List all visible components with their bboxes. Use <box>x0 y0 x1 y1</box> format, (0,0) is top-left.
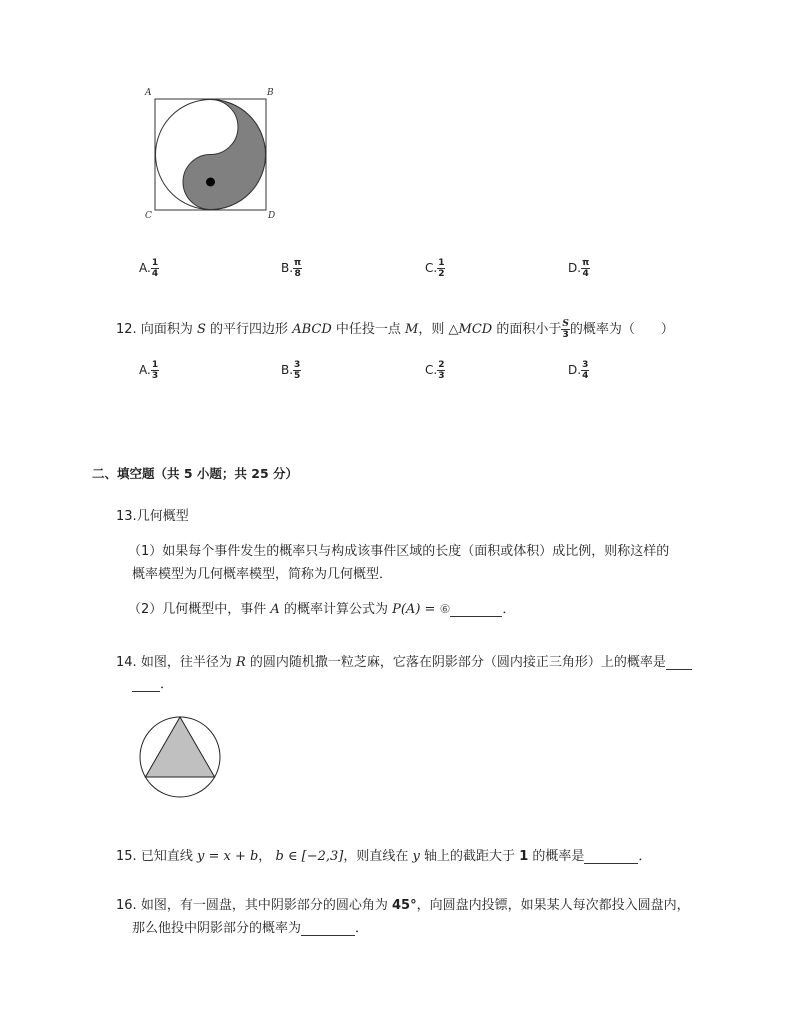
q13-answer-blank[interactable] <box>450 603 502 617</box>
q12-stem: 12. 向面积为 S 的平行四边形 ABCD 中任投一点 M，则 △MCD 的面积小于 $\frac{S}{3}$ 的概率为（ ） <box>116 319 674 340</box>
q11-option-c: C. $\frac{1}{2}$ <box>425 258 445 279</box>
label-d: D <box>268 211 276 221</box>
q12-option-b: B. $\frac{3}{5}$ <box>281 360 301 381</box>
q13-paragraph1-line1: （1）如果每个事件发生的概率只与构成该事件区域的长度（面积或体积）成比例，则称这样的 <box>128 544 670 559</box>
q13-paragraph2: （2）几何概型中，事件 A 的概率计算公式为 P(A) = ⑥ ． <box>128 602 516 617</box>
q14-answer-blank-1[interactable] <box>666 656 692 670</box>
label-a: A <box>145 88 152 98</box>
yinyang-figure <box>140 82 290 224</box>
q14-answer-blank-2[interactable] <box>132 678 160 692</box>
q16-stem-line1: 16. 如图，有一圆盘，其中阴影部分的圆心角为 45°，向圆盘内投镖，如果某人每次都投入圆盘内， <box>116 898 690 913</box>
q11-option-b: B. $\frac{\pi}{8}$ <box>281 258 302 279</box>
section-title: 二、填空题（共 5 小题；共 25 分） <box>92 466 299 481</box>
q12-option-c: C. $\frac{2}{3}$ <box>425 360 445 381</box>
q16-answer-blank[interactable] <box>301 922 355 936</box>
q14-stem-line2: ． <box>132 673 173 692</box>
inscribed-triangle-figure <box>138 714 222 802</box>
q11-option-d: D. $\frac{\pi}{4}$ <box>568 258 590 279</box>
label-b: B <box>267 88 274 98</box>
label-c: C <box>145 211 152 221</box>
q11-option-a: A. $\frac{1}{4}$ <box>139 258 159 279</box>
q13-paragraph1-line2: 概率模型为几何概率模型，简称为几何概型． <box>132 567 393 582</box>
q12-option-d: D. $\frac{3}{4}$ <box>568 360 589 381</box>
black-dot <box>206 178 215 187</box>
q15-answer-blank[interactable] <box>584 850 638 864</box>
q12-option-a: A. $\frac{1}{3}$ <box>139 360 159 381</box>
q13-title: 13.几何概型 <box>116 509 189 524</box>
q14-stem: 14. 如图，往半径为 R 的圆内随机撒一粒芝麻，它落在阴影部分（圆内接正三角形）上的概率是 <box>116 651 692 670</box>
q16-stem-line2: 那么他投中阴影部分的概率为 ． <box>132 921 369 936</box>
q15-stem: 15. 已知直线 y = x + b， b ∈ [−2,3]，则直线在 y 轴上的截距大于 1 的概率是 ． <box>116 849 652 864</box>
white-dot <box>206 123 215 132</box>
